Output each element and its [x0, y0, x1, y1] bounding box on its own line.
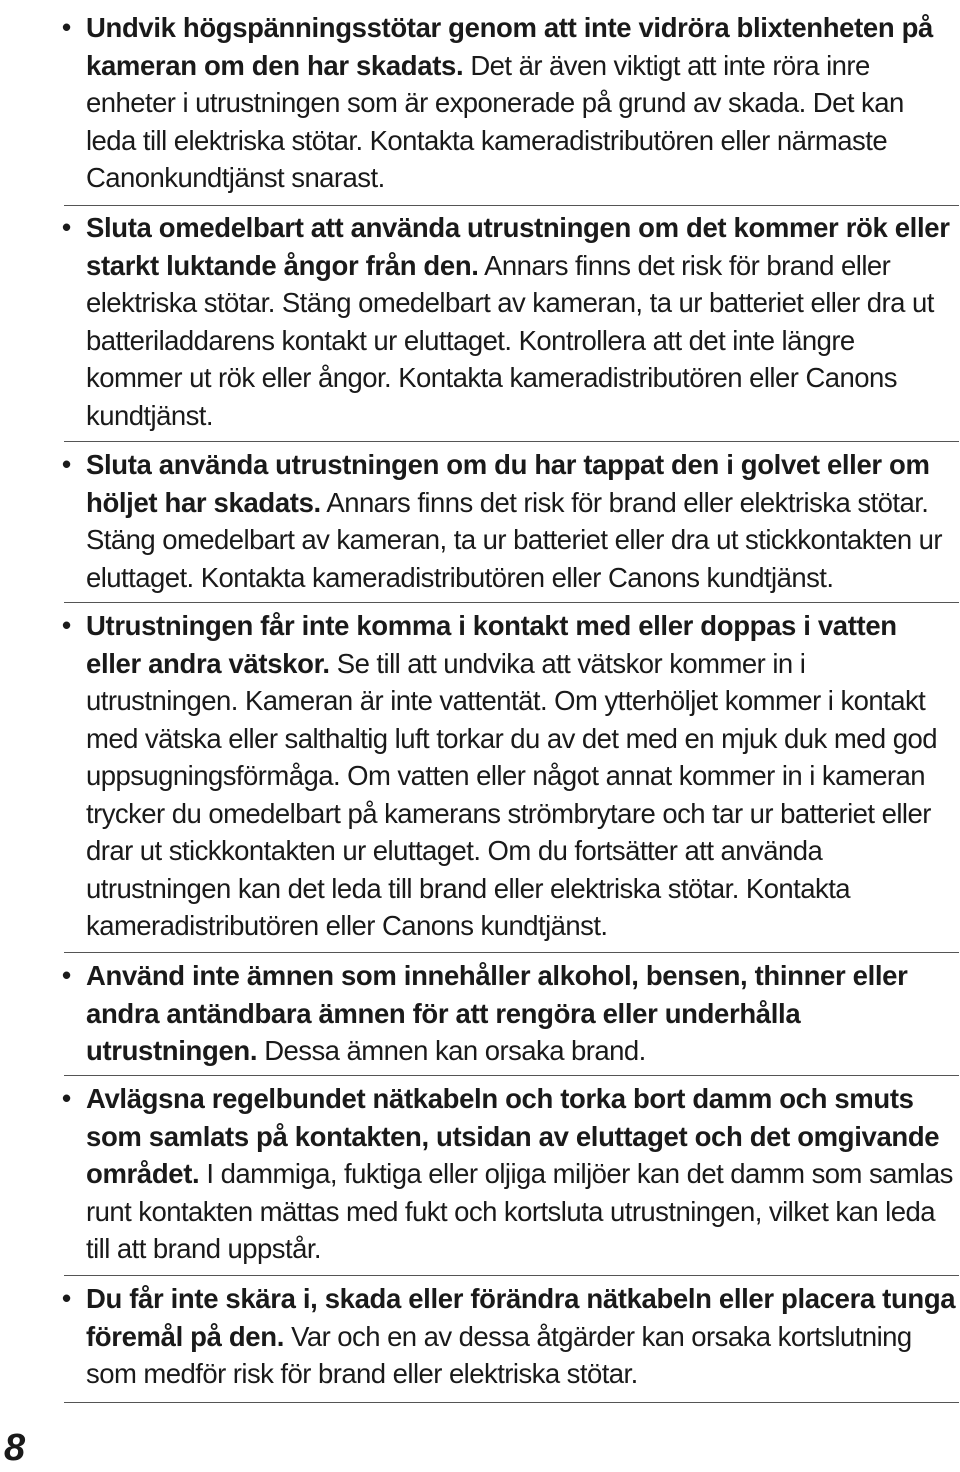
bullet-marker: •	[62, 12, 72, 42]
divider	[64, 1275, 959, 1276]
warning-item	[62, 446, 960, 596]
bullet-marker: •	[62, 1083, 72, 1113]
warning-body: Annars finns det risk för brand eller elektriska stötar. Stäng omedelbart av kameran, ta ur batteriet eller dra ut batteriladdarens kontakt ur eluttaget. Kontrollera att det inte längre kommer ut rök eller ångor. Kontakta kameradistributören eller Canons kundtjänst.	[86, 249, 934, 431]
warning-text	[86, 957, 956, 1070]
warning-body: Se till att undvika att vätskor kommer in i utrustningen. Kameran är inte vattentät. Om ytterhöljet kommer i kontakt med vätska eller salthaltig luft torkar du av det med en mjuk duk med god uppsugningsförmåga. Om vatten eller något annat kommer in i kameran trycker du omedelbart på kamerans strömbrytare och tar ur batteriet eller drar ut stickkontakten ur eluttaget. Om du fortsätter att använda utrustningen kan det leda till brand eller elektriska stötar. Kontakta kameradistributören eller Canons kundtjänst.	[86, 647, 937, 941]
divider	[64, 1402, 959, 1403]
warning-body: Dessa ämnen kan orsaka brand.	[257, 1035, 646, 1066]
divider	[64, 1075, 959, 1076]
warning-heading: Sluta använda utrustningen om du har tappat den i golvet eller om höljet har skadats.	[86, 449, 930, 518]
warning-text	[86, 607, 956, 945]
warning-body: Var och en av dessa åtgärder kan orsaka kortslutning som medför risk för brand eller elektriska stötar.	[86, 1320, 912, 1389]
divider	[64, 441, 959, 442]
warning-text	[86, 209, 956, 434]
warning-heading: Använd inte ämnen som innehåller alkohol, bensen, thinner eller andra antändbara ämnen för att rengöra eller underhålla utrustningen.	[86, 960, 908, 1066]
bullet-marker: •	[62, 212, 72, 242]
divider	[64, 205, 959, 206]
warning-text	[86, 9, 956, 197]
page-number: 8	[4, 1427, 26, 1469]
bullet-marker: •	[62, 960, 72, 990]
warning-text	[86, 1080, 956, 1268]
warning-body: Det är även viktigt att inte röra inre enheter i utrustningen som är exponerade på grund av skada. Det kan leda till elektriska stötar. Kontakta kameradistributören eller närmaste Canonkundtjänst snarast.	[86, 49, 904, 193]
warning-body: Annars finns det risk för brand eller elektriska stötar. Stäng omedelbart av kameran, ta ur batteriet eller dra ut stickkontakten ur eluttaget. Kontakta kameradistributören eller Canons kundtjänst.	[86, 486, 943, 593]
warning-item	[62, 957, 960, 1070]
bullet-marker: •	[62, 449, 72, 479]
warning-item	[62, 209, 960, 434]
warning-item	[62, 1080, 960, 1268]
warning-item	[62, 1280, 960, 1393]
warning-text	[86, 1280, 956, 1393]
warning-item	[62, 9, 960, 197]
warning-text	[86, 446, 956, 596]
warning-heading: Sluta omedelbart att använda utrustningen om det kommer rök eller starkt luktande ångor från den.	[86, 212, 950, 281]
warning-body: I dammiga, fuktiga eller oljiga miljöer kan det damm som samlas runt kontakten mättas med fukt och kortsluta utrustningen, vilket kan leda till att brand uppstår.	[86, 1158, 953, 1264]
warning-heading: Du får inte skära i, skada eller förändra nätkabeln eller placera tunga föremål på den.	[86, 1283, 956, 1352]
divider	[64, 602, 959, 603]
bullet-marker: •	[62, 1283, 72, 1313]
warning-item	[62, 607, 960, 945]
bullet-marker: •	[62, 610, 72, 640]
warning-heading: Utrustningen får inte komma i kontakt med eller doppas i vatten eller andra vätskor.	[86, 610, 897, 679]
warning-heading: Undvik högspänningsstötar genom att inte vidröra blixtenheten på kameran om den har skadats.	[86, 12, 934, 81]
divider	[64, 952, 959, 953]
warning-heading: Avlägsna regelbundet nätkabeln och torka bort damm och smuts som samlats på kontakten, utsidan av eluttaget och det omgivande området.	[86, 1083, 940, 1189]
